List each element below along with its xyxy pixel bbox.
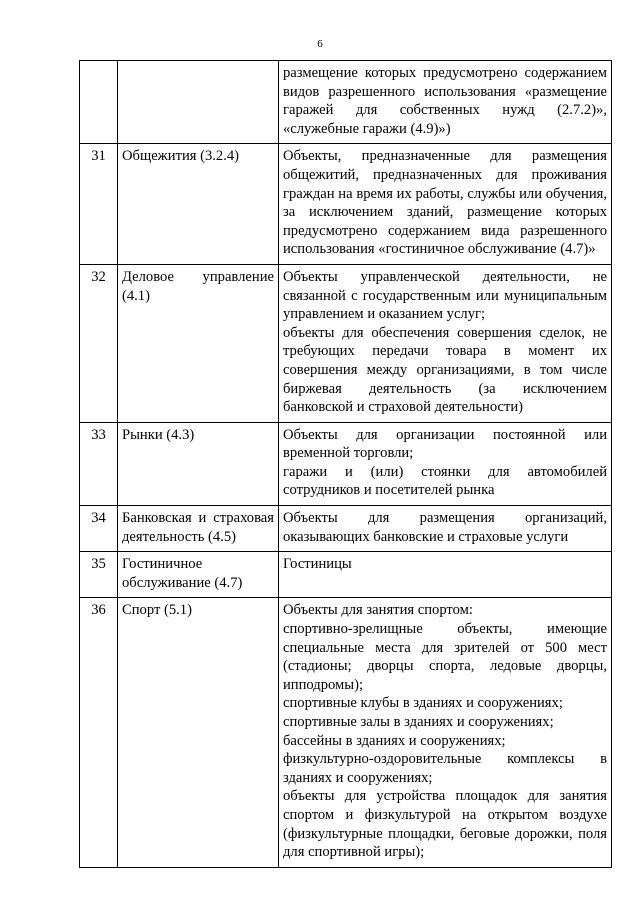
table-row: [80, 144, 612, 265]
row-number: 35: [80, 552, 118, 598]
use-type-name: Спорт (5.1): [118, 598, 279, 867]
description-line: Объекты, предназначенные для размещения общежитий, предназначенных для проживания граждан на время их работы, службы или обучения, за исключением зданий, размещение которых предусмотрено содержанием вида разрешенного использования «гостиничное обслуживание (4.7)»: [283, 148, 607, 258]
row-number: 33: [80, 422, 118, 505]
description-line: Объекты для размещения организаций, оказывающих банковские и страховые услуги: [283, 510, 607, 545]
description-line: гаражи и (или) стоянки для автомобилей сотрудников и посетителей рынка: [283, 463, 607, 499]
use-type-name: Деловое управление (4.1): [118, 264, 279, 422]
description-line: объекты для устройства площадок для занятия спортом и физкультурой на открытом воздухе (физкультурные площадки, беговые дорожки, поля для спортивной игры);: [283, 788, 607, 861]
description-line: спортивные клубы в зданиях и сооружениях;: [283, 695, 563, 712]
use-description: [279, 61, 612, 144]
row-number: 34: [80, 506, 118, 552]
table-row: [80, 552, 612, 598]
row-number: [80, 61, 118, 144]
description-line: бассейны в зданиях и сооружениях;: [283, 732, 506, 749]
use-type-name: Рынки (4.3): [118, 422, 279, 505]
description-line: Объекты управленческой деятельности, не связанной с государственным или муниципальным управлением и оказанием услуг;: [283, 268, 607, 323]
use-description: [279, 506, 612, 552]
description-line: размещение которых предусмотрено содержанием видов разрешенного использования «размещение гаражей для собственных нужд (2.7.2)», «служебные гаражи (4.9)»): [283, 65, 607, 137]
use-type-name: [118, 61, 279, 144]
description-line: объекты для обеспечения совершения сделок, не требующих передачи товара в момент их совершения между организациями, в том числе биржевая деятельность (за исключением банковской и страховой деятельности): [283, 324, 607, 416]
use-type-name: Общежития (3.2.4): [118, 144, 279, 265]
description-line: Гостиницы: [283, 556, 352, 573]
description-line: физкультурно-оздоровительные комплексы в зданиях и сооружениях;: [283, 751, 607, 786]
use-type-name: Гостиничное обслуживание (4.7): [118, 552, 279, 598]
use-description: [279, 144, 612, 265]
table-row: [80, 598, 612, 867]
use-description: [279, 598, 612, 867]
table-row: [80, 61, 612, 144]
use-description: [279, 552, 612, 598]
page-number: 6: [317, 38, 323, 50]
description-line: спортивные залы в зданиях и сооружениях;: [283, 714, 554, 730]
table-row: [80, 422, 612, 505]
table-row: [80, 506, 612, 552]
land-use-table: [79, 60, 612, 868]
row-number: 32: [80, 264, 118, 422]
description-line: спортивно-зрелищные объекты, имеющие специальные места для зрителей от 500 мест (стадионы; дворцы спорта, ледовые дворцы, ипподромы);: [283, 621, 607, 693]
description-line: Объекты для занятия спортом:: [283, 602, 473, 619]
row-number: 36: [80, 598, 118, 867]
use-description: [279, 422, 612, 505]
use-type-name: Банковская и страховая деятельность (4.5): [118, 506, 279, 552]
table-row: [80, 264, 612, 422]
description-line: Объекты для организации постоянной или временной торговли;: [283, 426, 607, 462]
row-number: 31: [80, 144, 118, 265]
use-description: [279, 264, 612, 422]
